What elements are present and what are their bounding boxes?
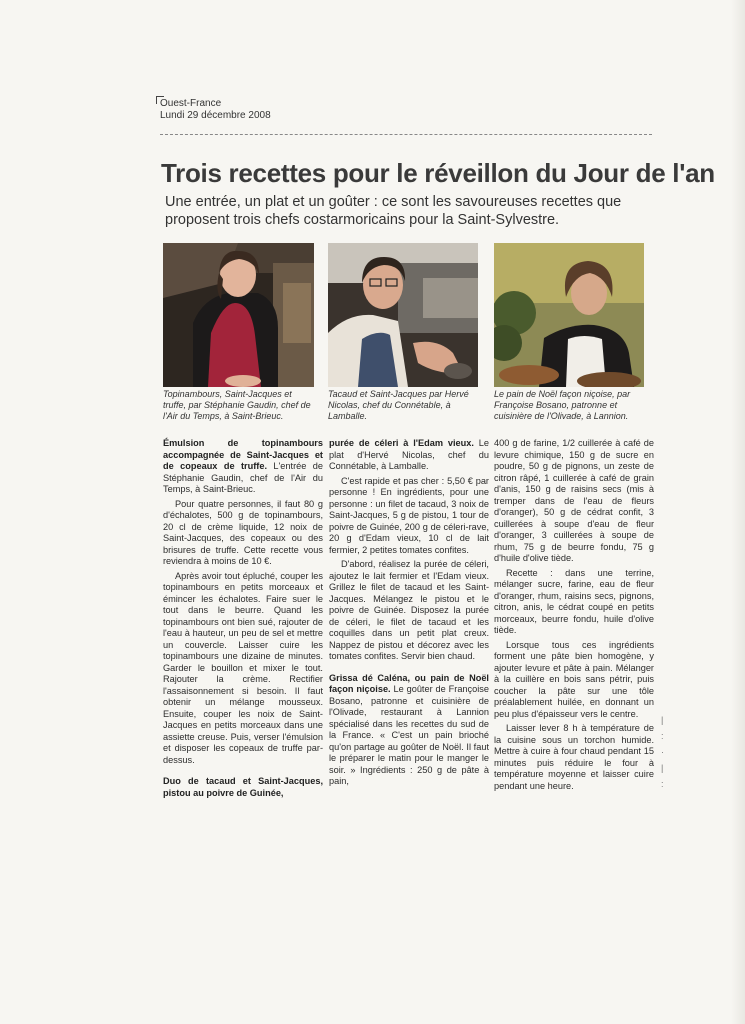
scan-edge	[731, 0, 745, 1024]
photo-herve-nicolas	[328, 243, 478, 387]
recipe-3-intro: Le goûter de Françoise Bosano, patronne et cuisinière de l'Olivade, restaurant à Lannion spécialisé dans les recettes du sud de la France. « C'est un pain brioché qu'on partage au goûter de Noël. Il faut le préparer le matin pour le manger le soir. » Ingrédients : 250 g de pâte à pain,	[329, 684, 489, 786]
caption-photo-2: Tacaud et Saint-Jacques par Hervé Nicolas, chef du Connétable, à Lamballe.	[328, 389, 469, 421]
recipe-1-ingredients: Pour quatre personnes, il faut 80 g d'échalotes, 500 g de topinambours, 20 cl de crème liquide, 12 noix de Saint-Jacques, des copeaux ou des brisures de truffe. Cette recette vous reviendra à moins de 10 €.	[163, 498, 323, 566]
recipe-2-heading-end: purée de céleri à l'Edam vieux.	[329, 438, 474, 448]
publication-date: Lundi 29 décembre 2008	[160, 110, 271, 121]
recipe-3-baking: Laisser lever 8 h à température de la cuisine sous un torchon humide. Mettre à cuire à four chaud pendant 15 minutes puis réduire le four à température moyenne et laisser cuire pendant une heure.	[494, 723, 654, 791]
recipe-3-shaping: Lorsque tous ces ingrédients forment une pâte bien homogène, y ajouter levure et pâte à pain. Mélanger à la cuillère en bois sans pétrir, puis coucher la pâte sur une tôle préalablement huilée, en donnant un peu plus d'épaisseur vers le centre.	[494, 639, 654, 719]
recipe-2-lead	[163, 776, 323, 799]
caption-photo-1: Topinambours, Saint-Jacques et truffe, par Stéphanie Gaudin, chef de l'Air du Temps, à Saint-Brieuc.	[163, 389, 311, 421]
recipe-1-lead	[163, 438, 323, 496]
column-1	[163, 438, 323, 802]
scan-margin-marks: | : · | :	[661, 715, 664, 789]
article-subtitle: Une entrée, un plat et un goûter : ce sont les savoureuses recettes que proposent trois chefs costarmoricains pour la Saint-Sylvestre.	[165, 194, 622, 228]
column-2	[329, 438, 489, 791]
article-title: Trois recettes pour le réveillon du Jour de l'an	[161, 158, 715, 188]
recipe-2-method: D'abord, réalisez la purée de céleri, ajoutez le lait fermier et l'Edam vieux. Grillez le filet de tacaud et les Saint-Jacques. Mélangez le pistou et le poivre de Guinée. Disposez la purée de céleri, le filet de tacaud et les coquilles dans un petit plat creux. Nappez de pistou et décorez avec les tomates confites. Servir bien chaud.	[329, 559, 489, 661]
recipe-2-lead-cont	[329, 438, 489, 473]
recipe-1-heading: Émulsion de topinambours accompagnée de Saint-Jacques et de copeaux de truffe.	[163, 438, 323, 471]
recipe-3-heading: Grissa dé Caléna, ou pain de Noël façon niçoise.	[329, 672, 489, 694]
recipe-3-preparation: Recette : dans une terrine, mélanger sucre, farine, eau de fleur d'oranger, rhum, raisins secs, pignons, citron, anis, le cédrat coupé en petits morceaux, beurre fondu, huile d'olive tiède.	[494, 567, 654, 635]
recipe-2-intro: Le plat d'Hervé Nicolas, chef du Connétable, à Lamballe.	[329, 438, 489, 471]
caption-photo-3: Le pain de Noël façon niçoise, par Françoise Bosano, patronne et cuisinière de l'Olivade, à Lannion.	[494, 389, 631, 421]
newspaper-name: Ouest-France	[160, 98, 222, 109]
photo-francoise-bosano	[494, 243, 644, 387]
header-rule	[160, 134, 652, 135]
recipe-1-intro: L'entrée de Stéphanie Gaudin, chef de l'Air du Temps, à Saint-Brieuc.	[163, 461, 323, 494]
column-3	[494, 438, 654, 795]
recipe-2-heading: Duo de tacaud et Saint-Jacques, pistou au poivre de Guinée,	[163, 776, 323, 798]
recipe-2-ingredients: C'est rapide et pas cher : 5,50 € par personne ! En ingrédients, pour une personne : un filet de tacaud, 3 noix de Saint-Jacques, 5 g de pistou, 1 tour de poivre de Guinée, 200 g de céleri-rave, 20 g d'Edam vieux, 10 cl de lait fermier, 2 petites tomates confites.	[329, 475, 489, 555]
newspaper-header	[160, 98, 271, 122]
recipe-1-method: Après avoir tout épluché, couper les topinambours en petits morceaux et émincer les échalotes. Faire suer le tout dans le beurre. Quand les topinambours ont bien sué, rajouter de l'eau à hauteur, un peu de sel et mettre un couvercle. Laisser cuire les topinambours une dizaine de minutes. Garder le bouillon et mixer le tout. Rajouter la crème. Rectifier l'assaisonnement si besoin. Il faut obtenir un mélange mousseux. Ensuite, couper les noix de Saint-Jacques en petits morceaux dans une assiette creuse. Puis, verser l'émulsion et disposer les copeaux de truffe par-dessus.	[163, 570, 323, 765]
recipe-3-ingredients: 400 g de farine, 1/2 cuillerée à café de levure chimique, 150 g de sucre en poudre, 50 g de pignons, un zeste de citron râpé, 1 cuillerée à café de grain d'anis, 150 g de raisins secs (mis à tremper dans de l'eau de fleurs d'oranger), 50 g de cédrat confit, 3 cuillerées à soupe d'eau de fleur d'oranger, 3 cuillerées à soupe de rhum, 75 g de beurre fondu, 75 g d'huile d'olive tiède.	[494, 438, 654, 563]
crop-mark	[156, 96, 164, 104]
recipe-3-lead	[329, 673, 489, 788]
photo-stephanie-gaudin	[163, 243, 314, 387]
